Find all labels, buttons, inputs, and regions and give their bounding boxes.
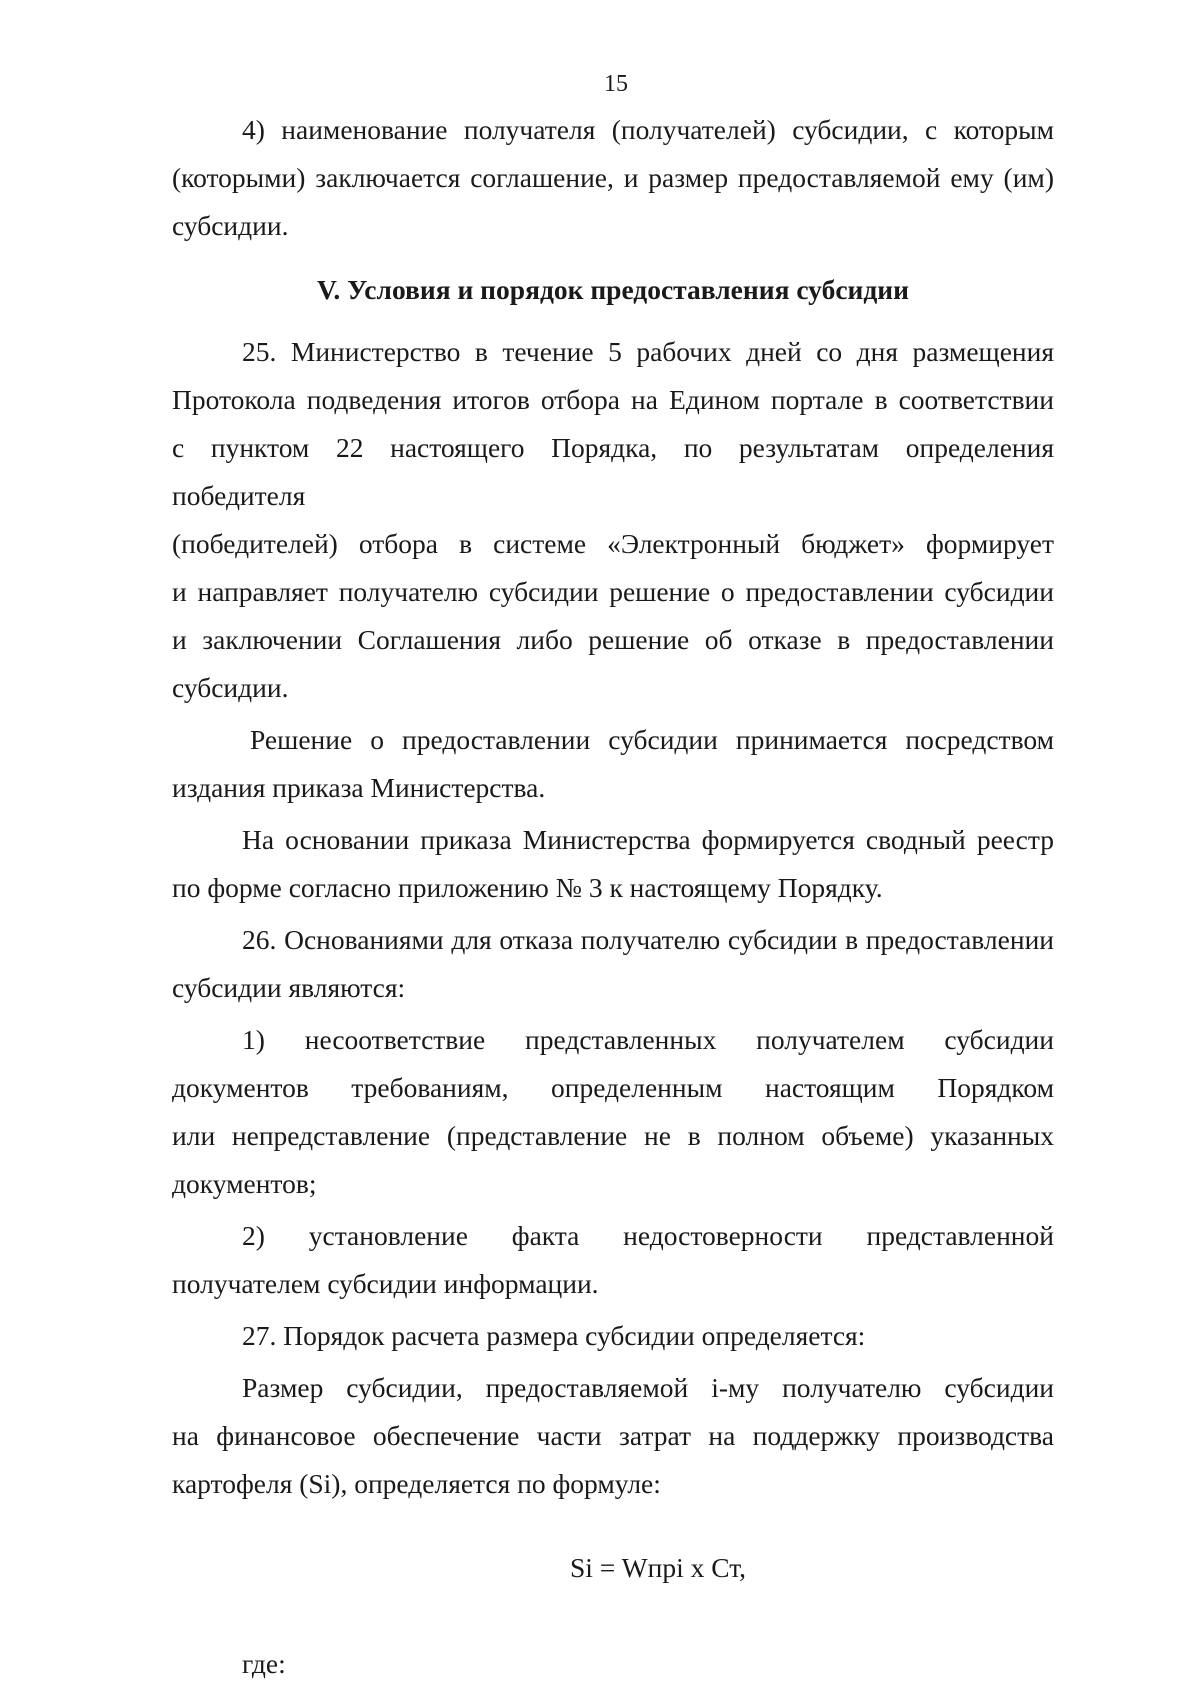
paragraph-25: [172, 328, 1054, 712]
section-heading: V. Условия и порядок предоставления субсидии: [317, 274, 909, 305]
text-line: 26. Основаниями для отказа получателю субсидии в предоставлении: [242, 924, 1054, 955]
text-line: документов;: [172, 1168, 317, 1199]
text-line: Размер субсидии, предоставляемой i-му получателю субсидии: [242, 1372, 1054, 1403]
paragraph-26: [172, 916, 1054, 1012]
text-line: (победителей) отбора в системе «Электронный бюджет» формирует: [172, 528, 1054, 559]
paragraph-subsidy-size: [172, 1364, 1054, 1508]
paragraph-registry: [172, 816, 1054, 912]
paragraph-item-4: [172, 106, 1054, 250]
paragraph-decision: [172, 716, 1054, 812]
text-line: (которыми) заключается соглашение, и размер предоставляемой ему (им): [172, 162, 1054, 193]
text-line: 2) установление факта недостоверности представленной: [242, 1220, 1054, 1251]
page-number: 15: [604, 71, 628, 97]
text-line: Протокола подведения итогов отбора на Едином портале в соответствии: [172, 384, 1054, 415]
text-line: и заключении Соглашения либо решение об отказе в предоставлении: [172, 624, 1054, 655]
text-line: издания приказа Министерства.: [172, 772, 546, 803]
text-line: получателем субсидии информации.: [172, 1268, 599, 1299]
text-line: по форме согласно приложению № 3 к настоящему Порядку.: [172, 872, 883, 903]
text-line: или непредставление (представление не в полном объеме) указанных: [172, 1120, 1054, 1151]
text-line: 25. Министерство в течение 5 рабочих дней со дня размещения: [242, 336, 1054, 367]
text-line: и направляет получателю субсидии решение о предоставлении субсидии: [172, 576, 1054, 607]
text-line: 4) наименование получателя (получателей) субсидии, с которым: [242, 114, 1054, 145]
text-line: 1) несоответствие представленных получателем субсидии: [242, 1024, 1054, 1055]
text-line: с пунктом 22 настоящего Порядка, по результатам определения победителя: [172, 432, 1054, 511]
text-line: на финансовое обеспечение части затрат на поддержку производства: [172, 1420, 1054, 1451]
paragraph-26-2: [172, 1212, 1054, 1308]
paragraph-27: [172, 1312, 1054, 1360]
paragraph-26-1: [172, 1016, 1054, 1208]
text-line: документов требованиям, определенным настоящим Порядком: [172, 1072, 1054, 1103]
text-line: субсидии.: [172, 672, 289, 703]
text-line: картофеля (Si), определяется по формуле:: [172, 1468, 661, 1499]
text-line: Решение о предоставлении субсидии принимается посредством: [250, 724, 1054, 755]
document-body: [172, 106, 1054, 1688]
where-label: где:: [242, 1648, 286, 1679]
text-line: На основании приказа Министерства формируется сводный реестр: [242, 824, 1054, 855]
text-line: субсидии.: [172, 210, 289, 241]
formula: Si = Wпрi x Ст,: [569, 1552, 747, 1583]
text-line: субсидии являются:: [172, 972, 406, 1003]
text-line: 27. Порядок расчета размера субсидии определяется:: [242, 1320, 866, 1351]
